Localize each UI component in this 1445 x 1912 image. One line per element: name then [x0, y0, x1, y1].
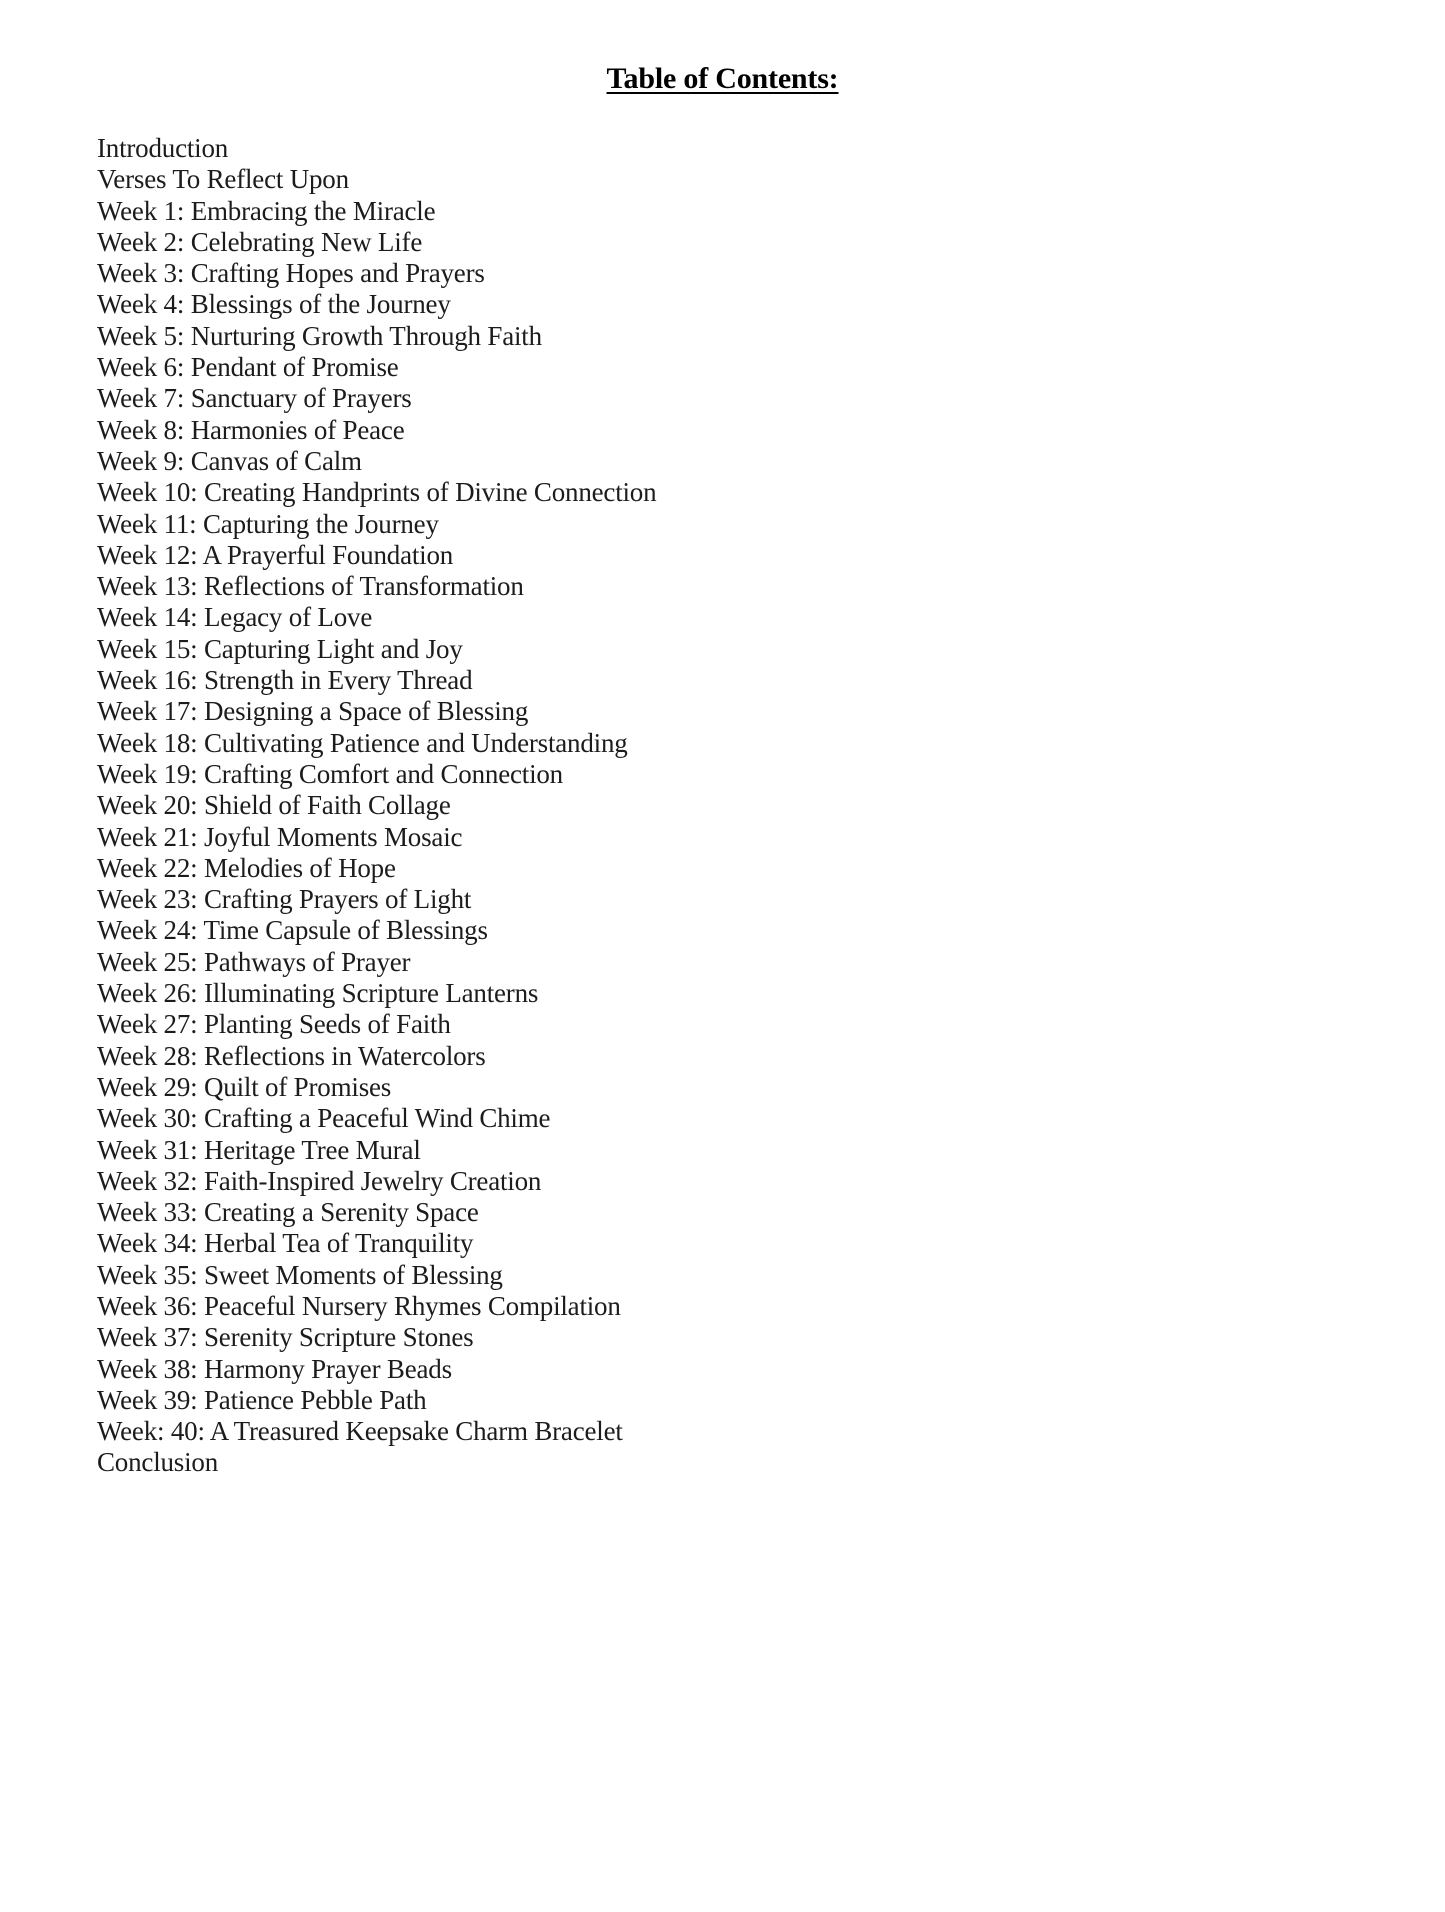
- toc-entry: Week 11: Capturing the Journey: [97, 508, 439, 539]
- toc-entry: Week 23: Crafting Prayers of Light: [97, 884, 472, 915]
- page-title: Table of Contents:: [606, 62, 839, 95]
- toc-entry: Week 17: Designing a Space of Blessing: [97, 696, 529, 727]
- toc-entry: Week 36: Peaceful Nursery Rhymes Compilation: [97, 1290, 621, 1321]
- toc-entry: Week 32: Faith-Inspired Jewelry Creation: [97, 1165, 542, 1196]
- toc-entry: Week 6: Pendant of Promise: [97, 352, 399, 383]
- toc-entry: Week 2: Celebrating New Life: [97, 226, 423, 257]
- toc-entry: Week 14: Legacy of Love: [97, 602, 373, 633]
- toc-entry: Week 8: Harmonies of Peace: [97, 414, 405, 445]
- toc-entry: Week: 40: A Treasured Keepsake Charm Bracelet: [97, 1416, 623, 1447]
- toc-entry: Week 39: Patience Pebble Path: [97, 1384, 427, 1415]
- toc-entry: Week 13: Reflections of Transformation: [97, 571, 524, 602]
- toc-entry: Week 27: Planting Seeds of Faith: [97, 1009, 451, 1040]
- toc-entry: Week 30: Crafting a Peaceful Wind Chime: [97, 1103, 551, 1134]
- toc-entry: Week 38: Harmony Prayer Beads: [97, 1353, 452, 1384]
- toc-entry: Week 9: Canvas of Calm: [97, 445, 362, 476]
- toc-entry: Week 33: Creating a Serenity Space: [97, 1197, 479, 1228]
- toc-entry: Week 29: Quilt of Promises: [97, 1071, 392, 1102]
- toc-entry: Week 18: Cultivating Patience and Understanding: [97, 727, 628, 758]
- toc-entry: Introduction: [97, 133, 229, 163]
- toc-entry: Week 25: Pathways of Prayer: [97, 946, 411, 977]
- toc-entry: Week 3: Crafting Hopes and Prayers: [97, 258, 485, 289]
- toc-entry: Week 31: Heritage Tree Mural: [97, 1134, 421, 1165]
- toc-list: [0, 133, 1445, 1479]
- toc-entry: Week 7: Sanctuary of Prayers: [97, 383, 412, 414]
- toc-entry: Week 12: A Prayerful Foundation: [97, 539, 454, 570]
- toc-entry: Week 28: Reflections in Watercolors: [97, 1040, 486, 1071]
- toc-entry: Week 20: Shield of Faith Collage: [97, 790, 451, 821]
- toc-entry: Week 22: Melodies of Hope: [97, 852, 396, 883]
- toc-entry: Verses To Reflect Upon: [97, 164, 349, 195]
- toc-entry: Week 19: Crafting Comfort and Connection: [97, 758, 563, 789]
- toc-entry: Week 37: Serenity Scripture Stones: [97, 1322, 474, 1353]
- toc-entry: Week 10: Creating Handprints of Divine Connection: [97, 477, 657, 508]
- toc-entry: Week 34: Herbal Tea of Tranquility: [97, 1228, 474, 1259]
- toc-entry: Week 21: Joyful Moments Mosaic: [97, 821, 463, 852]
- toc-entry: Week 16: Strength in Every Thread: [97, 665, 473, 696]
- toc-entry: Week 26: Illuminating Scripture Lanterns: [97, 978, 539, 1009]
- toc-entry: Week 5: Nurturing Growth Through Faith: [97, 320, 542, 351]
- toc-entry: Week 15: Capturing Light and Joy: [97, 633, 463, 664]
- toc-entry: Week 4: Blessings of the Journey: [97, 289, 451, 320]
- toc-entry: Week 35: Sweet Moments of Blessing: [97, 1259, 503, 1290]
- toc-entry: Week 24: Time Capsule of Blessings: [97, 915, 488, 946]
- toc-entry: Conclusion: [97, 1447, 219, 1478]
- toc-entry: Week 1: Embracing the Miracle: [97, 195, 436, 226]
